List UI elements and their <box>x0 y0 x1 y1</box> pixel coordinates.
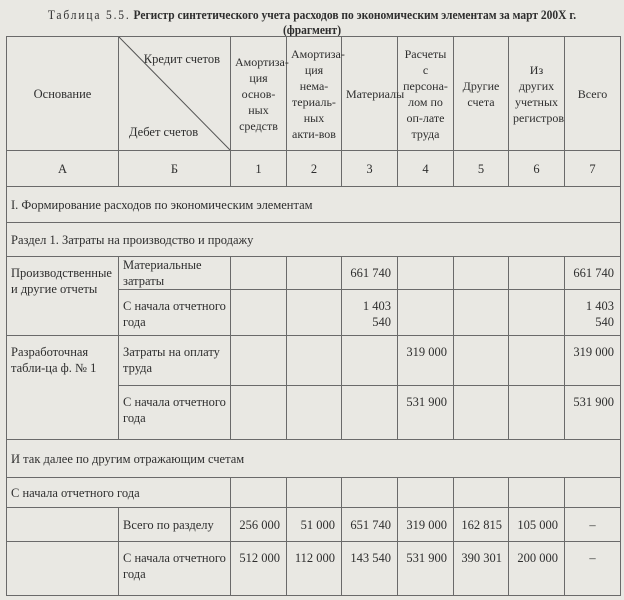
cell-1 <box>231 336 287 386</box>
cell-6: 200 000 <box>509 542 565 596</box>
cell-5 <box>454 336 509 386</box>
cell-4: 531 900 <box>398 542 454 596</box>
totals-item: Всего по разделу <box>119 508 231 542</box>
cell-4 <box>398 478 454 508</box>
header-debit: Дебет счетов <box>129 125 199 139</box>
header-basis: Основание <box>7 37 119 151</box>
header-credit: Кредит счетов <box>143 52 220 66</box>
cell-4 <box>398 290 454 336</box>
caption-title: Регистр синтетического учета расходов по экономическим элементам за март 200X г. (фрагмент) <box>133 8 577 37</box>
cell-5 <box>454 257 509 290</box>
table-row <box>7 336 621 386</box>
cell-1: 256 000 <box>231 508 287 542</box>
cell-7: 531 900 <box>565 386 621 440</box>
header-col-6: Из других учетных регистров <box>509 37 565 151</box>
header-col-2: Амортиза-ция нема-териаль-ных акти-вов <box>287 37 342 151</box>
row-basis: Производственные и другие отчеты <box>7 257 119 336</box>
cell-6 <box>509 478 565 508</box>
cell-1 <box>231 257 287 290</box>
section-row <box>7 187 621 223</box>
code-5: 5 <box>454 151 509 187</box>
totals-item: С начала отчетного года <box>119 542 231 596</box>
cell-5 <box>454 290 509 336</box>
header-col-7: Всего <box>565 37 621 151</box>
section-row <box>7 223 621 257</box>
cell-7: – <box>565 508 621 542</box>
section-row <box>7 440 621 478</box>
code-b: Б <box>119 151 231 187</box>
section-etc: И так далее по другим отражающим счетам <box>7 440 621 478</box>
totals-basis <box>7 508 119 542</box>
header-row <box>7 37 621 151</box>
cell-7: 319 000 <box>565 336 621 386</box>
codes-row <box>7 151 621 187</box>
table-row <box>7 478 621 508</box>
code-1: 1 <box>231 151 287 187</box>
cell-4: 531 900 <box>398 386 454 440</box>
code-a: А <box>7 151 119 187</box>
cell-3: 1 403 540 <box>342 290 398 336</box>
cell-1 <box>231 386 287 440</box>
row-basis: Разработочная табли-ца ф. № 1 <box>7 336 119 440</box>
code-2: 2 <box>287 151 342 187</box>
cell-4 <box>398 257 454 290</box>
header-diagonal-cell <box>119 37 231 151</box>
cell-2 <box>287 386 342 440</box>
cell-6 <box>509 290 565 336</box>
row-item: Материальные затраты <box>119 257 231 290</box>
cell-6 <box>509 386 565 440</box>
cell-3 <box>342 386 398 440</box>
cell-2: 112 000 <box>287 542 342 596</box>
cell-2 <box>287 257 342 290</box>
row-item: Затраты на оплату труда <box>119 336 231 386</box>
cell-6 <box>509 257 565 290</box>
cell-6 <box>509 336 565 386</box>
totals-basis <box>7 542 119 596</box>
cell-2 <box>287 336 342 386</box>
cell-7: 661 740 <box>565 257 621 290</box>
cell-4: 319 000 <box>398 508 454 542</box>
section-razdel1: Раздел 1. Затраты на производство и продажу <box>7 223 621 257</box>
cell-7: – <box>565 542 621 596</box>
cell-7 <box>565 478 621 508</box>
cell-5 <box>454 386 509 440</box>
cell-4: 319 000 <box>398 336 454 386</box>
since-year-label: С начала отчетного года <box>7 478 231 508</box>
cell-3: 143 540 <box>342 542 398 596</box>
cell-2 <box>287 290 342 336</box>
header-col-1: Амортиза-ция основ-ных средств <box>231 37 287 151</box>
cell-5: 390 301 <box>454 542 509 596</box>
cell-2: 51 000 <box>287 508 342 542</box>
cell-2 <box>287 478 342 508</box>
table-row <box>7 257 621 290</box>
code-3: 3 <box>342 151 398 187</box>
code-7: 7 <box>565 151 621 187</box>
table-caption <box>25 8 599 38</box>
cell-1: 512 000 <box>231 542 287 596</box>
cell-1 <box>231 478 287 508</box>
row-item: С начала отчетного года <box>119 290 231 336</box>
row-item: С начала отчетного года <box>119 386 231 440</box>
cell-1 <box>231 290 287 336</box>
totals-row <box>7 508 621 542</box>
cell-5 <box>454 478 509 508</box>
cell-3 <box>342 336 398 386</box>
section-part1: I. Формирование расходов по экономическим элементам <box>7 187 621 223</box>
cell-3: 651 740 <box>342 508 398 542</box>
cell-6: 105 000 <box>509 508 565 542</box>
totals-row <box>7 542 621 596</box>
header-col-5: Другие счета <box>454 37 509 151</box>
header-col-3: Материалы <box>342 37 398 151</box>
cell-7: 1 403 540 <box>565 290 621 336</box>
code-6: 6 <box>509 151 565 187</box>
cell-3 <box>342 478 398 508</box>
cell-5: 162 815 <box>454 508 509 542</box>
code-4: 4 <box>398 151 454 187</box>
header-col-4: Расчеты с персона-лом по оп-лате труда <box>398 37 454 151</box>
caption-label: Таблица 5.5. <box>47 8 131 22</box>
cell-3: 661 740 <box>342 257 398 290</box>
synthetic-register-table <box>6 36 621 596</box>
